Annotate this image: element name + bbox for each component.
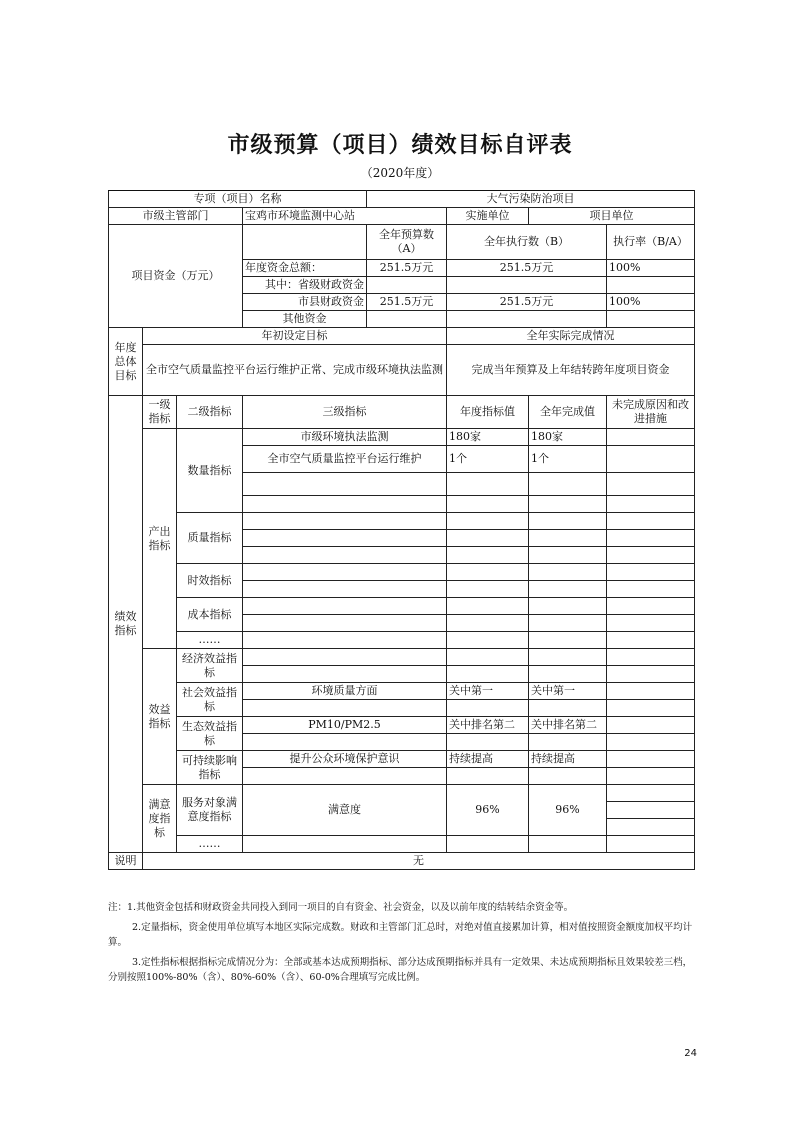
service-label: 服务对象满意度指标 (177, 785, 243, 836)
quality-label: 质量指标 (177, 513, 243, 564)
col-budget-header: 全年预算数（A） (367, 225, 447, 260)
funds-header-row (109, 225, 695, 260)
note-1: 注：1.其他资金包括和财政资金共同投入到同一项目的自有资金、社会资金，以及以前年度的结转结余资金等。 (108, 902, 574, 913)
funds-row-budget (367, 311, 447, 328)
col-exec-header: 全年执行数（B） (447, 225, 607, 260)
note-3: 3.定性指标根据指标完成情况分为：全部或基本达成预期指标、部分达成预期指标并具有一定效果、未达成预期指标且效果较差三档，分别按照100%-80%（含）、80%-60%（含）、60-0%合理填写完成比例。 (108, 957, 693, 983)
indicator-done: 持续提高 (529, 751, 607, 768)
funds-row-rate: 100% (607, 294, 695, 311)
page-number: 24 (684, 1048, 697, 1059)
dept-label: 市级主管部门 (109, 208, 243, 225)
indicator-name: 提升公众环境保护意识 (243, 751, 447, 768)
funds-header-blank (243, 225, 367, 260)
unit-value: 项目单位 (529, 208, 695, 225)
dept-value: 宝鸡市环境监测中心站 (243, 208, 447, 225)
perf-header-level1: 一级指标 (143, 396, 177, 429)
time-label: 时效指标 (177, 564, 243, 598)
indicator-target: 关中排名第二 (447, 717, 529, 734)
indicator-reason (607, 683, 695, 700)
indicator-reason (607, 717, 695, 734)
funds-row-exec: 251.5万元 (447, 294, 607, 311)
funds-row-rate (607, 311, 695, 328)
remark-label: 说明 (109, 853, 143, 870)
indicator-done: 关中排名第二 (529, 717, 607, 734)
project-name-row (109, 191, 695, 208)
page-title: 市级预算（项目）绩效目标自评表 (227, 132, 573, 158)
note-2: 2.定量指标，资金使用单位填写本地区实际完成数。财政和主管部门汇总时，对绝对值直接累加计算，相对值按照资金额度加权平均计算。 (108, 922, 693, 948)
funds-row-rate (607, 277, 695, 294)
annual-content-row (109, 345, 695, 396)
col-rate-header: 执行率（B/A） (607, 225, 695, 260)
funds-label: 项目资金（万元） (109, 225, 243, 328)
annual-label: 年度总体目标 (109, 328, 143, 396)
indicator-target: 持续提高 (447, 751, 529, 768)
funds-row-label: 其他资金 (243, 311, 367, 328)
perf-header-reason: 未完成原因和改进措施 (607, 396, 695, 429)
indicator-row (109, 564, 695, 581)
funds-row-exec: 251.5万元 (447, 260, 607, 277)
project-name-value: 大气污染防治项目 (367, 191, 695, 208)
output-ellipsis: …… (177, 632, 243, 649)
indicator-target: 关中第一 (447, 683, 529, 700)
indicator-row (109, 632, 695, 649)
funds-row-rate: 100% (607, 260, 695, 277)
annual-actual-text: 完成当年预算及上年结转跨年度项目资金 (447, 345, 695, 396)
perf-header-row (109, 396, 695, 429)
indicator-row (109, 785, 695, 802)
indicator-target: 180家 (447, 429, 529, 446)
sustain-label: 可持续影响指标 (177, 751, 243, 785)
indicator-reason (607, 751, 695, 768)
perf-header-level2: 二级指标 (177, 396, 243, 429)
annual-actual-header: 全年实际完成情况 (447, 328, 695, 345)
eco-label: 生态效益指标 (177, 717, 243, 751)
page-subtitle: （2020年度） (360, 166, 440, 180)
annual-header-row (109, 328, 695, 345)
output-label: 产出指标 (143, 429, 177, 649)
satisfaction-label: 满意度指标 (143, 785, 177, 853)
indicator-done: 关中第一 (529, 683, 607, 700)
remark-row (109, 853, 695, 870)
indicator-target: 96% (447, 785, 529, 836)
indicator-row (109, 513, 695, 530)
indicator-name: 市级环境执法监测 (243, 429, 447, 446)
quantity-label: 数量指标 (177, 429, 243, 513)
indicator-done: 180家 (529, 429, 607, 446)
indicator-row (109, 836, 695, 853)
indicator-name: 满意度 (243, 785, 447, 836)
indicator-name: PM10/PM2.5 (243, 717, 447, 734)
project-name-label: 专项（项目）名称 (109, 191, 367, 208)
funds-row-budget (367, 277, 447, 294)
indicator-reason (607, 446, 695, 473)
econ-label: 经济效益指标 (177, 649, 243, 683)
dept-row (109, 208, 695, 225)
indicator-name: 全市空气质量监控平台运行维护 (243, 446, 447, 473)
funds-row-label: 年度资金总额： (243, 260, 367, 277)
satisfaction-ellipsis: …… (177, 836, 243, 853)
indicator-done: 96% (529, 785, 607, 836)
perf-header-done: 全年完成值 (529, 396, 607, 429)
indicator-row (109, 649, 695, 666)
funds-row-label: 市县财政资金 (243, 294, 367, 311)
perf-header-level3: 三级指标 (243, 396, 447, 429)
benefit-label: 效益指标 (143, 649, 177, 785)
indicator-target: 1个 (447, 446, 529, 473)
evaluation-table (108, 190, 695, 870)
indicator-name: 环境质量方面 (243, 683, 447, 700)
indicator-row (109, 751, 695, 768)
funds-row-exec (447, 311, 607, 328)
indicator-reason (607, 429, 695, 446)
perf-header-target: 年度指标值 (447, 396, 529, 429)
indicator-row (109, 683, 695, 700)
indicator-row (109, 429, 695, 446)
indicator-row (109, 717, 695, 734)
annual-set-text: 全市空气质量监控平台运行维护正常、完成市级环境执法监测 (143, 345, 447, 396)
cost-label: 成本指标 (177, 598, 243, 632)
notes (108, 900, 698, 990)
indicator-reason (607, 785, 695, 802)
funds-row-exec (447, 277, 607, 294)
remark-value: 无 (143, 853, 695, 870)
funds-row-label: 其中：省级财政资金 (243, 277, 367, 294)
indicator-done: 1个 (529, 446, 607, 473)
indicator-row (109, 598, 695, 615)
funds-row-budget: 251.5万元 (367, 294, 447, 311)
perf-label: 绩效指标 (109, 396, 143, 853)
annual-set-header: 年初设定目标 (143, 328, 447, 345)
social-label: 社会效益指标 (177, 683, 243, 717)
unit-label: 实施单位 (447, 208, 529, 225)
funds-row-budget: 251.5万元 (367, 260, 447, 277)
